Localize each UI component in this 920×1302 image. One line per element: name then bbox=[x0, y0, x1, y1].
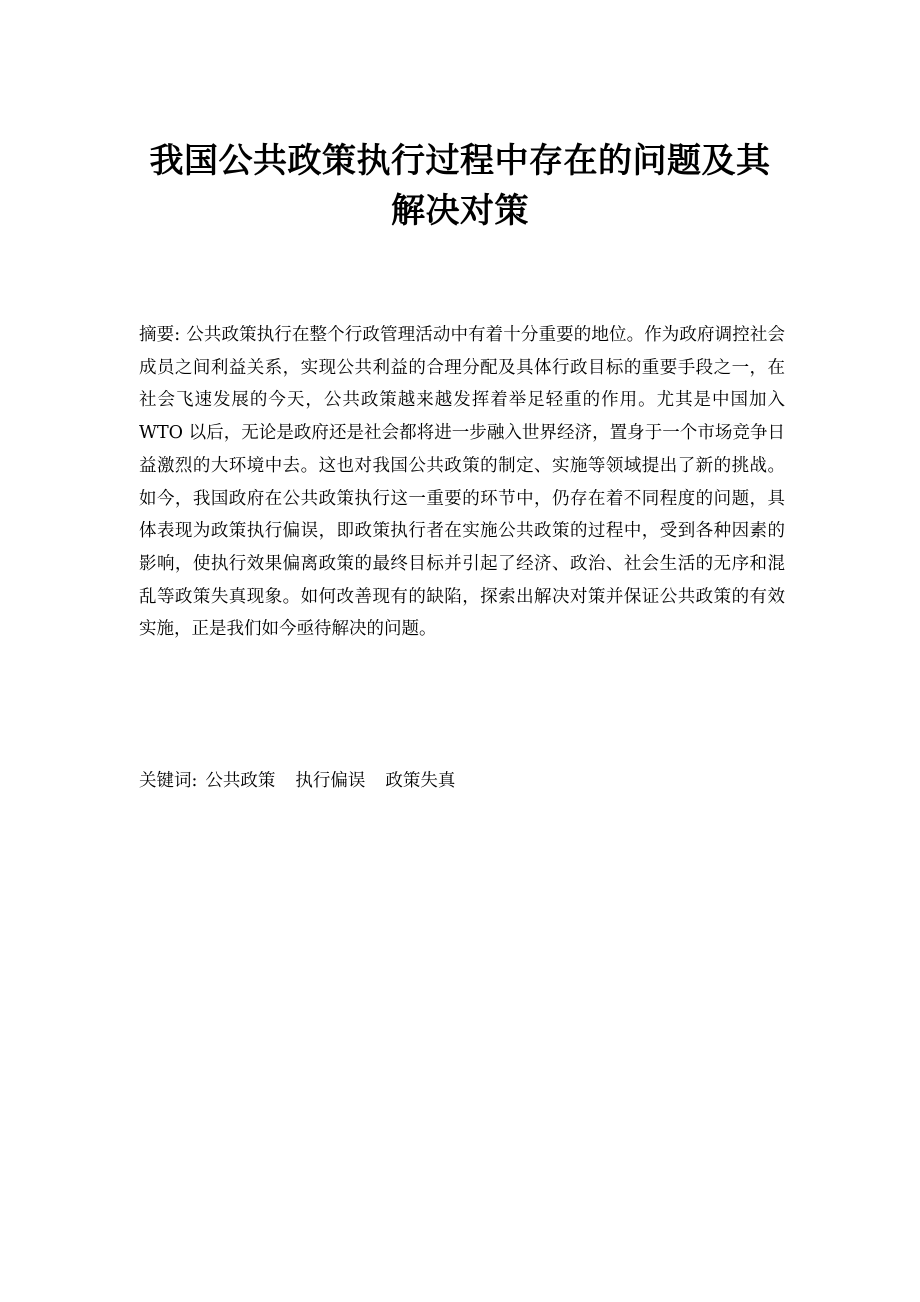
abstract-label: 摘要: bbox=[139, 325, 181, 345]
keywords-line bbox=[139, 765, 785, 797]
keyword-item: 公共政策 bbox=[205, 771, 276, 791]
keyword-item: 执行偏误 bbox=[295, 771, 366, 791]
document-title bbox=[130, 136, 790, 236]
title-line-1: 我国公共政策执行过程中存在的问题及其 bbox=[149, 141, 771, 181]
keyword-item: 政策失真 bbox=[385, 771, 456, 791]
abstract-paragraph bbox=[139, 319, 785, 646]
title-line-2: 解决对策 bbox=[391, 191, 529, 231]
keywords-label: 关键词: bbox=[139, 771, 198, 791]
abstract-text: 公共政策执行在整个行政管理活动中有着十分重要的地位。作为政府调控社会成员之间利益关系，实现公共利益的合理分配及具体行政目标的重要手段之一，在社会飞速发展的今天，公共政策越来越发挥着举足轻重的作用。尤其是中国加入 WTO 以后，无论是政府还是社会都将进一步融入世界经济，置身于一个市场竞争日益激烈的大环境中去。这也对我国公共政策的制定、实施等领域提出了新的挑战。如今，我国政府在公共政策执行这一重要的环节中，仍存在着不同程度的问题，具体表现为政策执行偏误，即政策执行者在实施公共政策的过程中，受到各种因素的影响，使执行效果偏离政策的最终目标并引起了经济、政治、社会生活的无序和混乱等政策失真现象。如何改善现有的缺陷，探索出解决对策并保证公共政策的有效实施，正是我们如今亟待解决的问题。 bbox=[139, 325, 785, 640]
